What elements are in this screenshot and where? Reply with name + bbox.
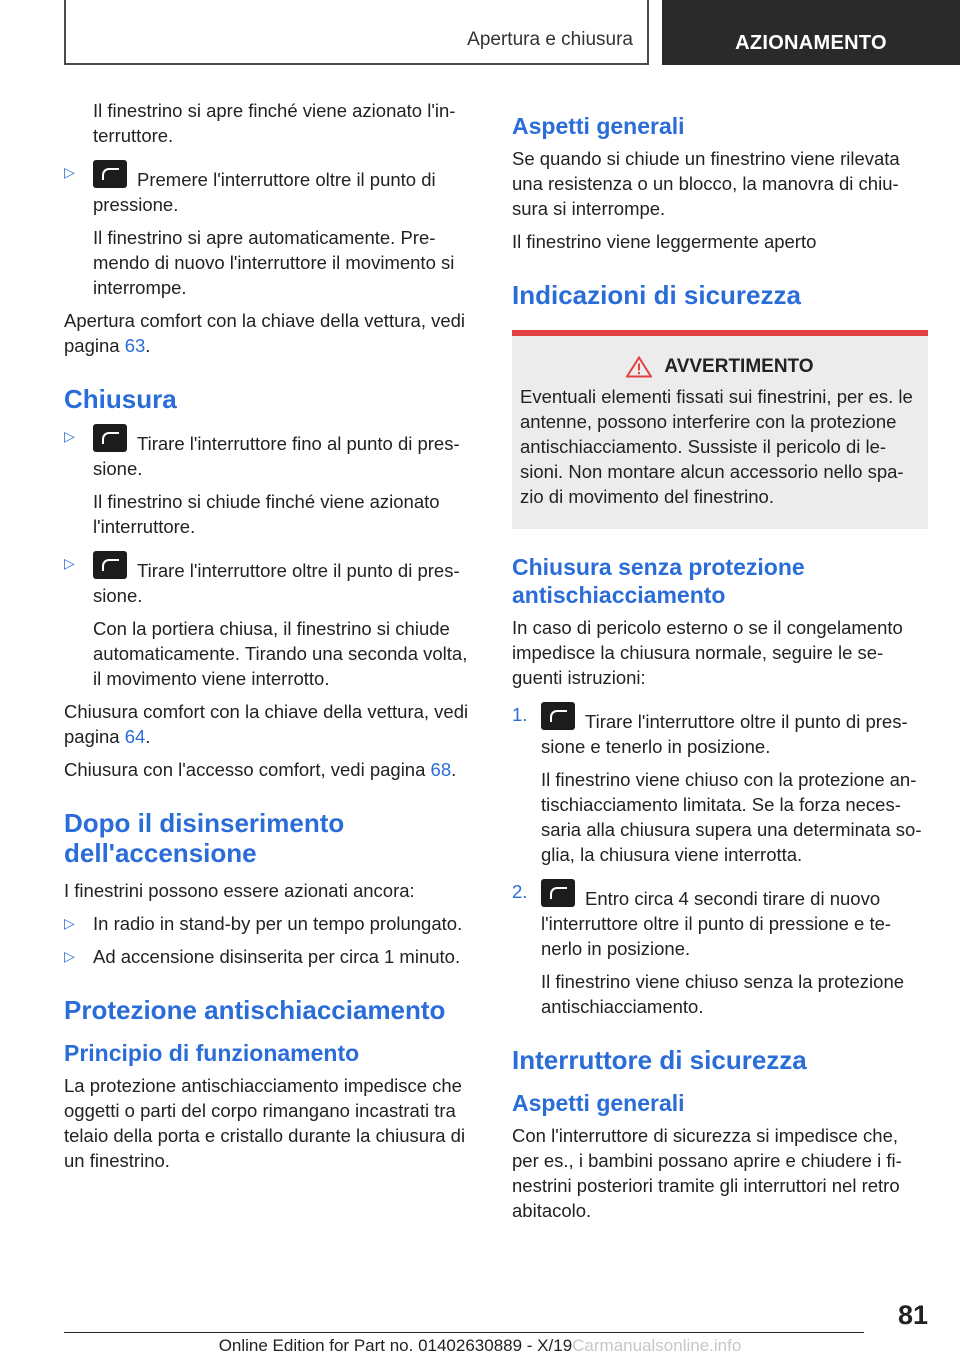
- watermark: Carmanualsonline.info: [572, 1336, 742, 1355]
- triangle-right-icon: ▷: [64, 915, 75, 931]
- page-number: 81: [897, 1300, 928, 1330]
- right-column: [512, 98, 928, 1231]
- left-column: [64, 98, 478, 1181]
- triangle-right-icon: ▷: [64, 948, 75, 964]
- paragraph: Il finestrino viene leggermente aperto: [512, 231, 817, 252]
- numbered-item: [512, 879, 928, 961]
- page-link[interactable]: 64: [124, 726, 146, 747]
- warning-title: AVVERTIMENTO: [664, 356, 814, 377]
- paragraph: La protezione antischiacciamento impedisce che oggetti o parti del corpo rimangano incastrati tra telaio della porta e cristallo durante la chiusura di un finestrino.: [64, 1075, 466, 1171]
- window-switch-icon: [541, 879, 575, 907]
- footer: [0, 1336, 960, 1356]
- paragraph: Il finestrino viene chiuso con la protezione an-tischiacciamento limitata. Se la forza neces-saria alla chiusura supera una determinata so-glia, la chiusura viene interrotta.: [541, 769, 922, 865]
- paragraph: Con la portiera chiusa, il finestrino si chiude automaticamente. Tirando una seconda volta, il movimento viene interrotto.: [93, 618, 468, 689]
- list-item-text: Tirare l'interruttore fino al punto di pres-sione.: [93, 433, 460, 479]
- edition-note: Online Edition for Part no. 01402630889 - X/19: [218, 1336, 573, 1355]
- list-item-text: In radio in stand-by per un tempo prolungato.: [93, 913, 463, 934]
- paragraph: Il finestrino si chiude finché viene azionato l'interruttore.: [93, 491, 440, 537]
- heading-interruttore-sicurezza: Interruttore di sicurezza: [512, 1045, 807, 1075]
- chapter-title: AZIONAMENTO: [735, 32, 887, 54]
- heading-protezione: Protezione antischiacciamento: [64, 995, 446, 1025]
- paragraph: Se quando si chiude un finestrino viene rilevata una resistenza o un blocco, la manovra di chiu-sura si interrompe.: [512, 148, 900, 219]
- warning-box: [512, 330, 928, 529]
- list-item-text: Premere l'interruttore oltre il punto di pressione.: [93, 169, 436, 215]
- paragraph: Chiusura con l'accesso comfort, vedi pagina 68.: [64, 759, 457, 780]
- window-switch-icon: [541, 702, 575, 730]
- paragraph: Il finestrino si apre automaticamente. Pre-mendo di nuovo l'interruttore il movimento si interrompe.: [93, 227, 455, 298]
- page-link[interactable]: 63: [124, 335, 146, 356]
- heading-aspetti-generali-2: Aspetti generali: [512, 1090, 685, 1116]
- paragraph-text: Chiusura comfort con la chiave della vettura, vedi pagina: [64, 701, 469, 747]
- heading-indicazioni-sicurezza: Indicazioni di sicurezza: [512, 280, 801, 310]
- list-item-text: Ad accensione disinserita per circa 1 minuto.: [93, 946, 461, 967]
- section-header-tab: [64, 0, 649, 65]
- item-number: 1.: [512, 704, 528, 725]
- item-number: 2.: [512, 881, 528, 902]
- list-item: [64, 944, 478, 969]
- list-item-text: Tirare l'interruttore oltre il punto di pres-sione e tenerlo in posizione.: [541, 711, 908, 757]
- numbered-item: [512, 702, 928, 759]
- window-switch-icon: [93, 424, 127, 452]
- paragraph: Apertura comfort con la chiave della vettura, vedi pagina 63.: [64, 310, 466, 356]
- paragraph-text: Apertura comfort con la chiave della vettura, vedi pagina: [64, 310, 466, 356]
- heading-chiusura-senza-protezione: Chiusura senza protezione antischiacciamento: [512, 554, 805, 608]
- heading-chiusura: Chiusura: [64, 384, 177, 414]
- paragraph: Il finestrino viene chiuso senza la protezione antischiacciamento.: [541, 971, 905, 1017]
- list-item: [64, 911, 478, 936]
- list-item-text: Entro circa 4 secondi tirare di nuovo l'interruttore oltre il punto di pressione e te-nerlo in posizione.: [541, 888, 892, 959]
- list-item: [64, 424, 478, 481]
- heading-aspetti-generali: Aspetti generali: [512, 113, 685, 139]
- paragraph: I finestrini possono essere azionati ancora:: [64, 880, 415, 901]
- warning-triangle-icon: [626, 356, 652, 378]
- section-title: Apertura e chiusura: [467, 29, 633, 50]
- warning-text: Eventuali elementi fissati sui finestrini, per es. le antenne, possono interferire con la protezione antischiacciamento. Sussiste il pericolo di le-sioni. Non montare alcun accessorio nello spa-zio di movimento del finestrino.: [520, 386, 913, 507]
- heading-dopo-disinserimento: Dopo il disinserimento dell'accensione: [64, 808, 345, 868]
- paragraph: Con l'interruttore di sicurezza si impedisce che, per es., i bambini possano aprire e chiudere i fi-nestrini posteriori tramite gli interruttori nel retro abitacolo.: [512, 1125, 902, 1221]
- paragraph: In caso di pericolo esterno o se il congelamento impedisce la chiusura normale, seguire le se-guenti istruzioni:: [512, 617, 903, 688]
- paragraph-text: Chiusura con l'accesso comfort, vedi pagina: [64, 759, 431, 780]
- footer-divider: [64, 1332, 864, 1333]
- list-item-text: Tirare l'interruttore oltre il punto di pres-sione.: [93, 560, 460, 606]
- triangle-right-icon: ▷: [64, 428, 75, 444]
- heading-principio: Principio di funzionamento: [64, 1040, 360, 1066]
- window-switch-icon: [93, 551, 127, 579]
- triangle-right-icon: ▷: [64, 555, 75, 571]
- paragraph: Il finestrino si apre finché viene azionato l'in-terruttore.: [93, 100, 456, 146]
- list-item: [64, 160, 478, 217]
- page-link[interactable]: 68: [430, 759, 452, 780]
- window-switch-icon: [93, 160, 127, 188]
- list-item: [64, 551, 478, 608]
- paragraph: Chiusura comfort con la chiave della vettura, vedi pagina 64.: [64, 701, 469, 747]
- chapter-header: [662, 0, 960, 65]
- warning-header: [520, 356, 920, 378]
- triangle-right-icon: ▷: [64, 164, 75, 180]
